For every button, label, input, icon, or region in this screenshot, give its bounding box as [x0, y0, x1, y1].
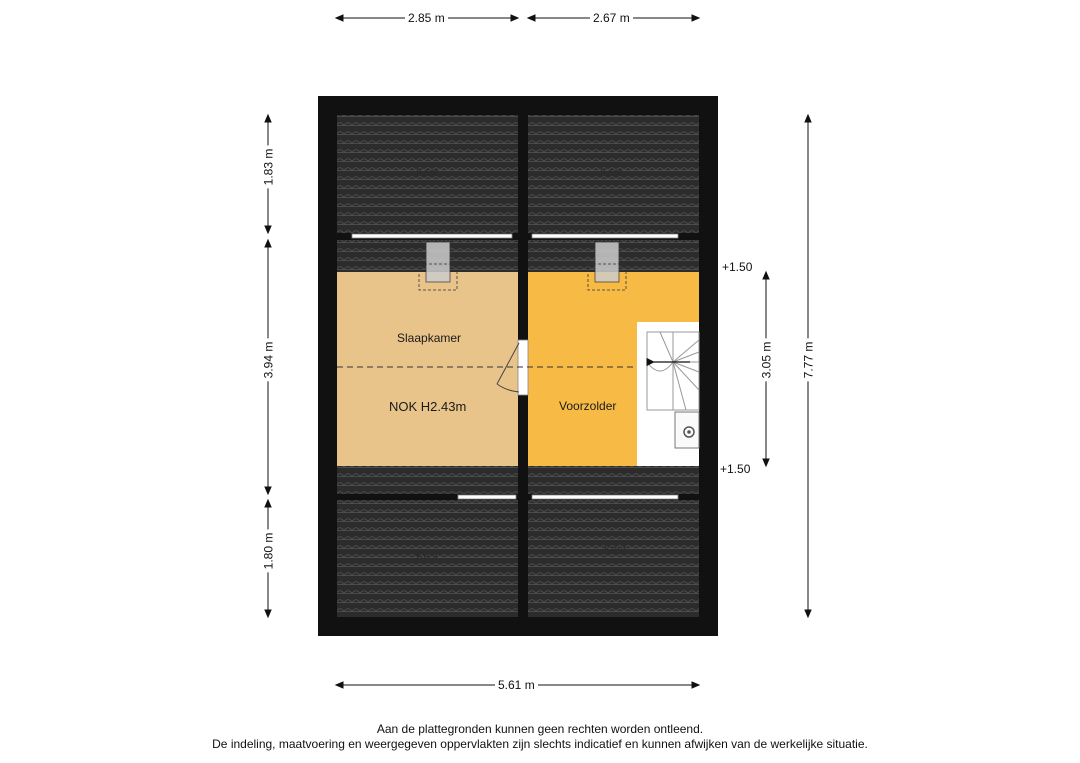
kast-bottom-right-label: Kast — [604, 544, 627, 556]
slaapkamer-label: Slaapkamer — [397, 331, 462, 345]
level-lower: +1.50 — [720, 462, 751, 476]
dim-left-middle: 3.94 m — [261, 339, 275, 382]
disclaimer-line-1: Aan de plattegronden kunnen geen rechten worden ontleend. — [376, 722, 704, 736]
roof-lower-left-strip — [337, 466, 518, 494]
boiler-unit — [675, 412, 699, 448]
center-wall-bottom — [518, 395, 528, 617]
kast-top-right-label: Kast — [600, 167, 623, 179]
dim-left-top: 1.83 m — [261, 146, 275, 189]
dim-right-total: 7.77 m — [801, 339, 815, 382]
voorzolder-label: Voorzolder — [559, 399, 617, 413]
nok-label: NOK H2.43m — [389, 399, 467, 414]
dim-top-right: 2.67 m — [590, 11, 633, 25]
dim-bottom-total: 5.61 m — [495, 678, 538, 692]
dim-right-inner: 3.05 m — [759, 339, 773, 382]
knee-wall-doors-bottom — [458, 495, 678, 499]
roof-bottom-right — [528, 500, 699, 617]
kast-top-left-label: Kast — [416, 167, 439, 179]
disclaimer-line-2: De indeling, maatvoering en weergegeven oppervlakten zijn slechts indicatief en kunnen afwijken van de werkelijke situatie. — [212, 737, 868, 751]
center-wall-top — [518, 115, 528, 340]
slaapkamer-floor — [337, 272, 518, 466]
level-upper: +1.50 — [722, 260, 753, 274]
kast-bottom-left-label: Kast — [416, 550, 439, 562]
roof-lower-right-strip — [528, 466, 699, 494]
dim-left-bottom: 1.80 m — [261, 530, 275, 573]
dim-top-left: 2.85 m — [405, 11, 448, 25]
